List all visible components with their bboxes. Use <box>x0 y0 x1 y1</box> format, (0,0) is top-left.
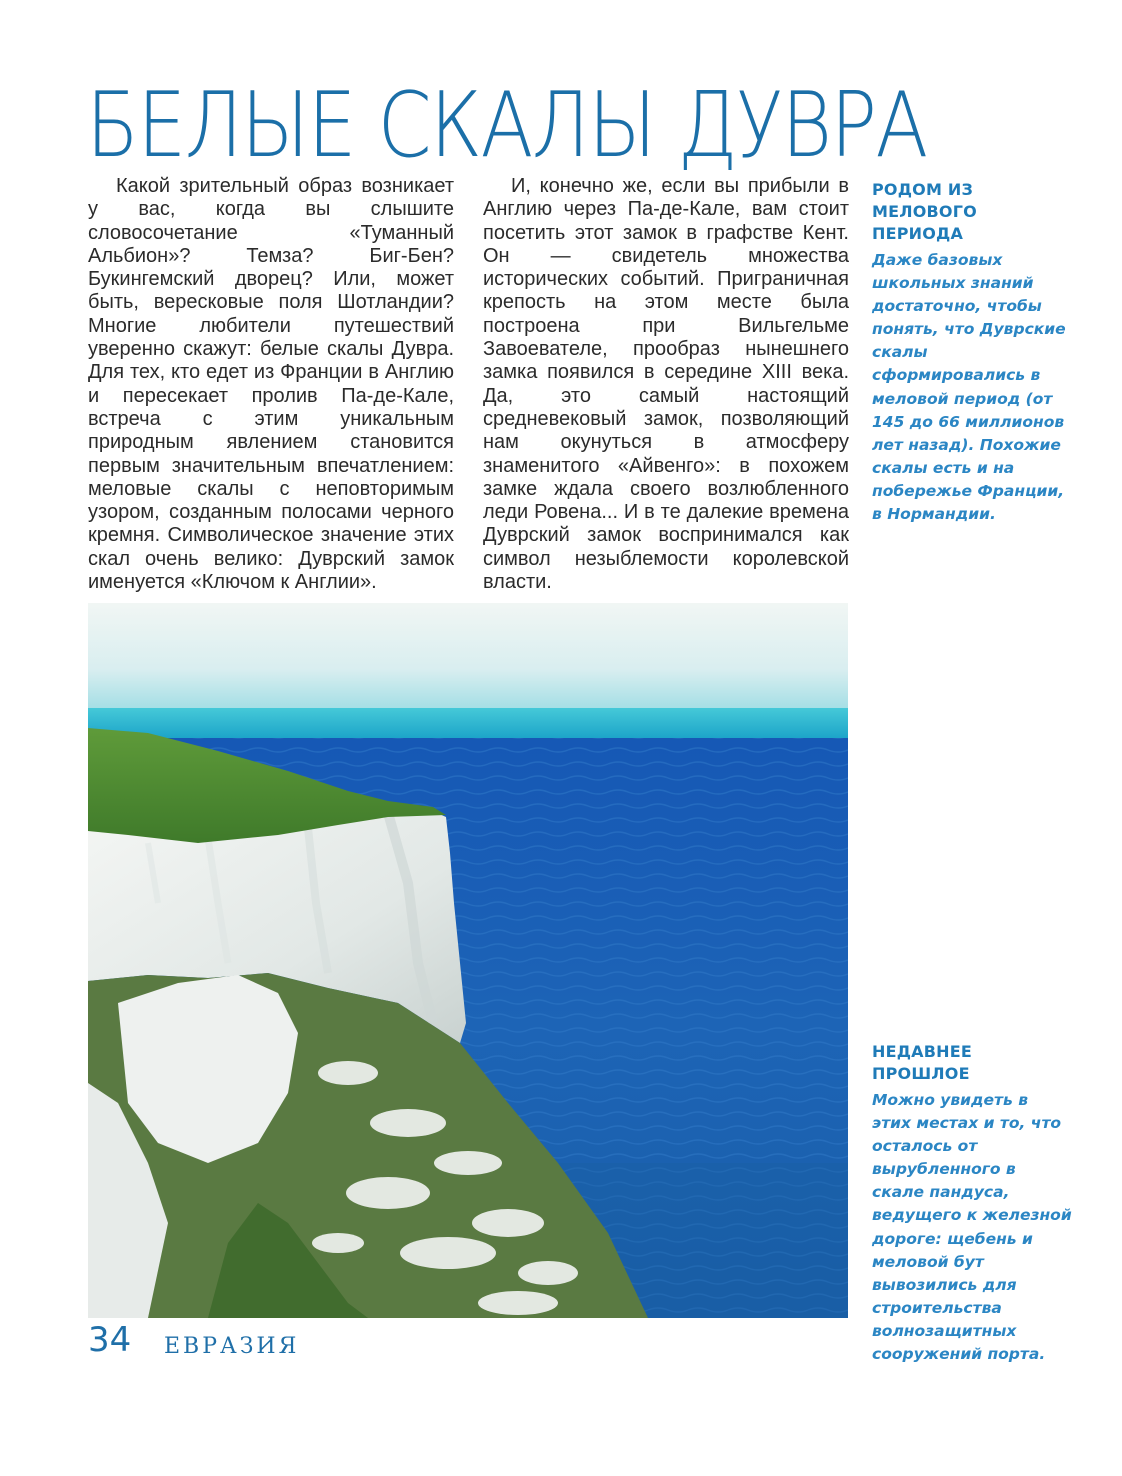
white-cliffs-photo <box>88 603 848 1318</box>
column-2-paragraph: И, конечно же, если вы прибыли в Англию через Па-де-Кале, вам стоит посетить этот замок в графстве Кент. Он — свидетель множества исторических событий. Приграничная крепость на этом месте была построена при Вильгельме Завоевателе, прообраз нынешнего замка появился в середине XIII века. Да, это самый настоящий средневековый замок, позволяющий нам окунуться в атмосферу знаменитого «Айвенго»: в похожем замке ждала своего возлюбленного леди Ровена... И в те далекие времена Дуврский замок воспринимался как символ незыблемости королевской власти. <box>483 175 849 594</box>
article-column-1 <box>88 175 454 594</box>
page-number: 34 <box>88 1320 132 1360</box>
sidebar-recent-past <box>872 1041 1072 1366</box>
white-cliffs-illustration <box>88 603 848 1318</box>
sidebar-cretaceous-text: Даже базовых школьных знаний достаточно, чтобы понять, что Дуврские скалы сформировались в меловой период (от 145 до 66 миллионов лет назад). Похожие скалы есть и на побережье Франции, в Нормандии. <box>872 251 1066 524</box>
sidebar-cretaceous-heading: РОДОМ ИЗ МЕЛОВОГО ПЕРИОДА <box>872 180 977 243</box>
article-title: БЕЛЫЕ СКАЛЫ ДУВРА <box>86 73 927 178</box>
sidebar-cretaceous <box>872 179 1072 526</box>
horizon-haze <box>88 708 848 740</box>
sidebar-recent-past-text: Можно увидеть в этих местах и то, что осталось от вырубленного в скале пандуса, ведущего к железной дороге: щебень и меловой бут вывозились для строительства волнозащитных сооружений порта. <box>872 1091 1072 1364</box>
sidebar-recent-past-heading: НЕДАВНЕЕ ПРОШЛОЕ <box>872 1042 972 1083</box>
magazine-name: ЕВРАЗИЯ <box>164 1334 300 1359</box>
column-1-paragraph: Какой зрительный образ возникает у вас, когда вы слышите словосочетание «Туманный Альбион»? Темза? Биг-Бен? Букингемский дворец? Или, может быть, вересковые поля Шотландии? Многие любители путешествий уверенно скажут: белые скалы Дувра. Для тех, кто едет из Франции в Англию и пересекает пролив Па-де-Кале, встреча с этим уникальным природным явлением становится первым значительным впечатлением: меловые скалы с неповторимым узором, созданным полосами черного кремня. Символическое значение этих скал очень велико: Дуврский замок именуется «Ключом к Англии». <box>88 175 454 594</box>
article-column-2 <box>483 175 849 594</box>
sky <box>88 603 848 713</box>
